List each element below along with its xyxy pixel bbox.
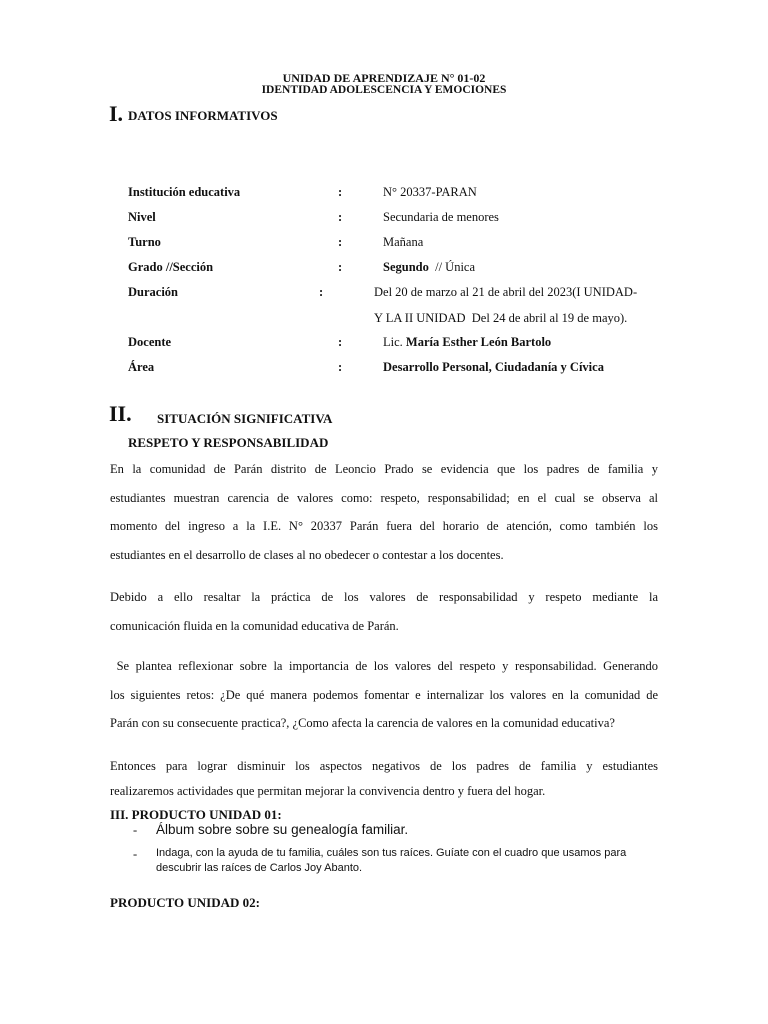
bullet-indaga-line-2: descubrir las raíces de Carlos Joy Abanto. (156, 862, 363, 874)
info-colon: : (338, 335, 343, 349)
info-value-area: Desarrollo Personal, Ciudadanía y Cívica (383, 360, 604, 374)
bullet-indaga-line-1: Indaga, con la ayuda de tu familia, cuáles son tus raíces. Guíate con el cuadro que usamos para (156, 847, 627, 859)
info-label-turno: Turno (128, 235, 161, 249)
section-heading-situacion: SITUACIÓN SIGNIFICATIVA (157, 411, 333, 426)
paragraph-3-line-2: los siguientes retos: ¿De qué manera podemos fomentar e internalizar los valores en la comunidad de (110, 688, 658, 702)
info-colon: : (319, 285, 324, 299)
bullet-album: Álbum sobre sobre su genealogía familiar. (156, 822, 409, 837)
bullet-dash: - (133, 847, 138, 861)
info-value-docente (383, 335, 551, 350)
info-label-nivel: Nivel (128, 210, 156, 224)
info-colon: : (338, 235, 343, 249)
paragraph-3-line-3: Parán con su consecuente practica?, ¿Como afecta la carencia de valores en la comunidad educativa? (110, 716, 615, 730)
section-heading-producto-2: PRODUCTO UNIDAD 02: (110, 895, 260, 910)
document-subtitle: IDENTIDAD ADOLESCENCIA Y EMOCIONES (261, 84, 507, 96)
info-label-area: Área (128, 360, 155, 374)
info-value-grado (383, 260, 475, 275)
info-value-turno: Mañana (383, 235, 424, 249)
info-label-institucion: Institución educativa (128, 185, 241, 199)
info-value-duracion-line1: Del 20 de marzo al 21 de abril del 2023(I UNIDAD- (374, 285, 638, 299)
info-label-duracion: Duración (128, 285, 178, 299)
info-colon: : (338, 210, 343, 224)
paragraph-1-line-1: En la comunidad de Parán distrito de Leoncio Prado se evidencia que los padres de familia y (110, 462, 658, 476)
info-colon: : (338, 360, 343, 374)
info-colon: : (338, 185, 343, 199)
info-value-docente-name: María Esther León Bartolo (405, 335, 552, 349)
info-label-docente: Docente (128, 335, 172, 349)
paragraph-1-line-2: estudiantes muestran carencia de valores como: respeto, responsabilidad; en el cual se observa al (110, 491, 658, 505)
paragraph-2-line-1: Debido a ello resaltar la práctica de los valores de responsabilidad y respeto mediante la (110, 590, 658, 604)
info-value-grado-bold: Segundo (383, 260, 429, 274)
section-numeral-2: II. (109, 401, 132, 426)
section-heading-datos: DATOS INFORMATIVOS (128, 108, 278, 123)
section-subheading-respeto: RESPETO Y RESPONSABILIDAD (128, 435, 329, 450)
section-numeral-1: I. (109, 101, 124, 126)
info-value-institucion: N° 20337-PARAN (383, 185, 477, 199)
info-value-nivel: Secundaria de menores (383, 210, 499, 224)
paragraph-3-line-1: Se plantea reflexionar sobre la importancia de los valores del respeto y responsabilidad. Generando (110, 659, 658, 673)
paragraph-1-line-4: estudiantes en el desarrollo de clases al no obedecer o contestar a los docentes. (110, 548, 504, 562)
document-title: UNIDAD DE APRENDIZAJE N° 01-02 (282, 71, 486, 85)
info-value-duracion-line2: Y LA II UNIDAD Del 24 de abril al 19 de mayo). (374, 311, 628, 325)
paragraph-1-line-3: momento del ingreso a la I.E. N° 20337 Parán fuera del horario de atención, como también los (110, 519, 658, 533)
paragraph-4-line-1: Entonces para lograr disminuir los aspectos negativos de los padres de familia y estudiantes (110, 759, 658, 773)
bullet-dash: - (133, 823, 138, 837)
info-value-docente-prefix: Lic. (383, 335, 406, 349)
paragraph-4-line-2: realizaremos actividades que permitan mejorar la convivencia dentro y fuera del hogar. (110, 784, 546, 798)
section-heading-producto-1: III. PRODUCTO UNIDAD 01: (110, 807, 282, 822)
info-value-grado-rest: // Única (428, 260, 476, 274)
info-colon: : (338, 260, 343, 274)
info-label-grado: Grado //Sección (128, 260, 214, 274)
paragraph-2-line-2: comunicación fluida en la comunidad educativa de Parán. (110, 619, 399, 633)
